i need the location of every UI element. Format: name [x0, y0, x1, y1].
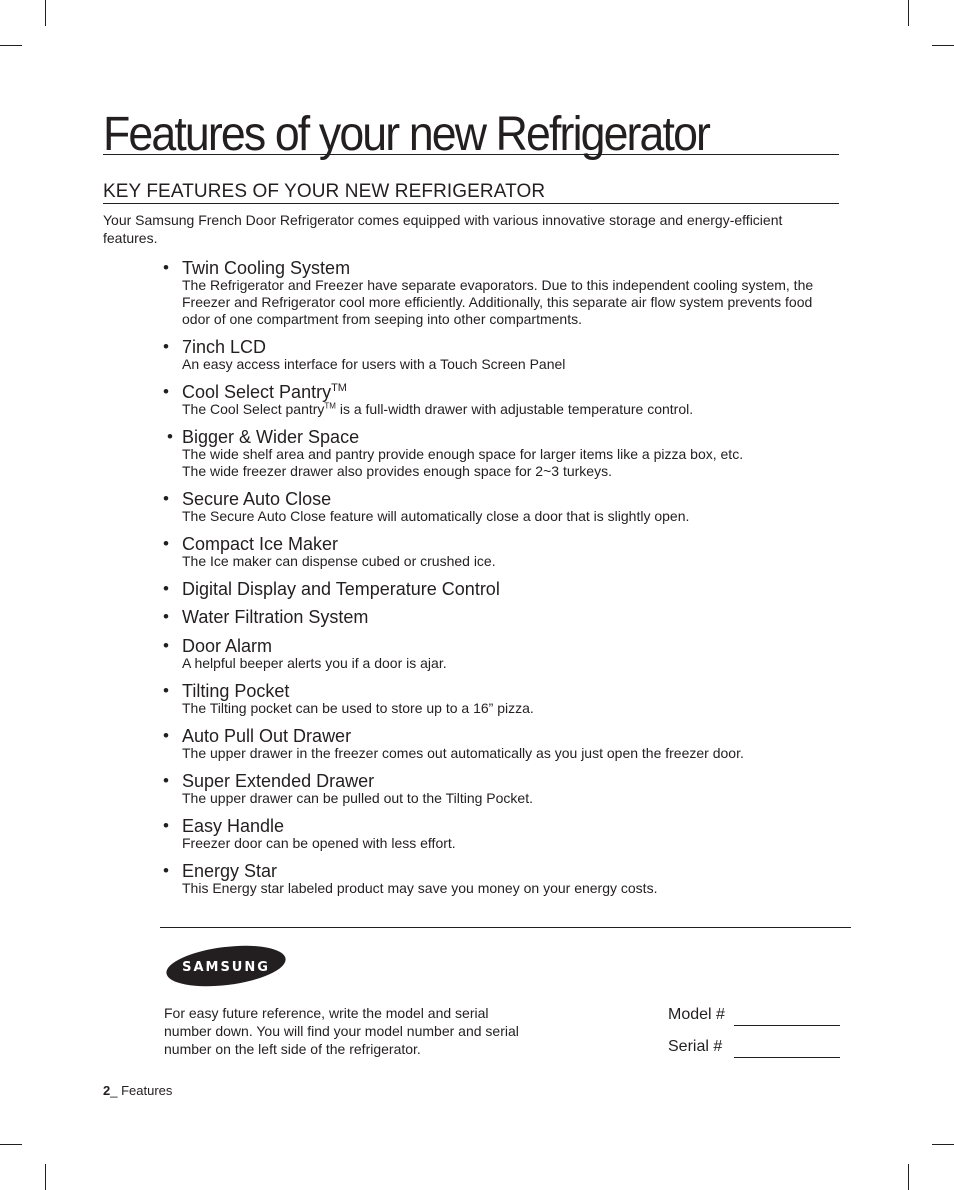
logo-text: SAMSUNG	[182, 960, 270, 975]
crop-mark	[0, 1144, 22, 1145]
crop-mark	[908, 1164, 909, 1190]
bullet: •	[163, 681, 169, 700]
feature-description: An easy access interface for users with a Touch Screen Panel	[182, 356, 566, 372]
feature-description	[182, 446, 842, 480]
feature-title: Secure Auto Close	[182, 489, 332, 509]
bullet: •	[163, 771, 169, 790]
bullet: •	[163, 258, 169, 277]
feature-title: Twin Cooling System	[182, 258, 351, 278]
feature-title: Super Extended Drawer	[182, 771, 375, 791]
crop-mark	[45, 0, 46, 26]
crop-mark	[908, 0, 909, 26]
bullet: •	[163, 816, 169, 835]
feature-description: This Energy star labeled product may save you money on your energy costs.	[182, 880, 658, 896]
bullet: •	[163, 726, 169, 745]
page-footer	[103, 1083, 172, 1099]
feature-description	[182, 401, 842, 418]
feature-title: Compact Ice Maker	[182, 534, 339, 554]
feature-description: A helpful beeper alerts you if a door is ajar.	[182, 655, 447, 671]
feature-title: Door Alarm	[182, 636, 273, 656]
feature-title-text: Cool Select Pantry	[182, 382, 332, 402]
samsung-logo	[164, 944, 288, 988]
feature-title: Easy Handle	[182, 816, 285, 836]
feature-description: The Tilting pocket can be used to store up to a 16” pizza.	[182, 700, 534, 716]
feature-title	[182, 382, 347, 402]
feature-description: The upper drawer can be pulled out to the Tilting Pocket.	[182, 790, 533, 806]
feature-description-part: is a full-width drawer with adjustable temperature control.	[335, 401, 694, 417]
feature-description-part: The Cool Select pantry	[182, 401, 325, 417]
bullet: •	[163, 861, 169, 880]
section-divider	[160, 927, 851, 928]
model-write-line	[734, 1025, 840, 1026]
feature-title: Energy Star	[182, 861, 278, 881]
reference-note: For easy future reference, write the model and serial number down. You will find your model number and serial number on the left side of the refrigerator.	[164, 1005, 519, 1057]
section-heading-text: KEY FEATURES OF YOUR NEW REFRIGERATOR	[103, 181, 546, 202]
trademark-mark: TM	[324, 401, 336, 411]
page-title-text: Features of your new Refrigerator	[103, 108, 710, 161]
crop-mark	[45, 1164, 46, 1190]
feature-title: Bigger & Wider Space	[182, 427, 360, 447]
bullet: •	[163, 382, 169, 401]
serial-write-line	[734, 1057, 840, 1058]
feature-description: The Secure Auto Close feature will automatically close a door that is slightly open.	[182, 508, 690, 524]
bullet: •	[167, 427, 173, 446]
footer-section: _ Features	[110, 1083, 173, 1098]
model-number-field	[668, 1004, 840, 1026]
bullet: •	[163, 579, 169, 598]
feature-description-line: The wide shelf area and pantry provide enough space for larger items like a pizza box, etc.	[182, 446, 744, 462]
trademark-mark: TM	[331, 382, 347, 394]
crop-mark	[0, 45, 22, 46]
feature-description: The Ice maker can dispense cubed or crushed ice.	[182, 553, 496, 569]
bullet: •	[163, 534, 169, 553]
bullet: •	[163, 337, 169, 356]
crop-mark	[932, 45, 954, 46]
page-number: 2	[103, 1083, 111, 1098]
serial-label: Serial #	[668, 1038, 723, 1055]
feature-title: Water Filtration System	[182, 607, 369, 627]
model-label: Model #	[668, 1006, 725, 1023]
intro-paragraph: Your Samsung French Door Refrigerator comes equipped with various innovative storage and energy-efficient features.	[103, 212, 783, 246]
feature-title: Digital Display and Temperature Control	[182, 579, 500, 599]
feature-description: The Refrigerator and Freezer have separate evaporators. Due to this independent cooling system, the Freezer and Refrigerator cool more efficiently. Additionally, this separate air flow system prevents food odor of one compartment from seeping into other compartments.	[182, 277, 814, 327]
serial-number-field	[668, 1036, 840, 1058]
feature-title: Tilting Pocket	[182, 681, 290, 701]
bullet: •	[163, 607, 169, 626]
feature-description: The upper drawer in the freezer comes out automatically as you just open the freezer door.	[182, 745, 744, 761]
page-title	[103, 106, 839, 161]
feature-description: Freezer door can be opened with less effort.	[182, 835, 456, 851]
crop-mark	[932, 1144, 954, 1145]
section-heading	[103, 181, 839, 204]
bullet: •	[163, 636, 169, 655]
feature-title: 7inch LCD	[182, 337, 267, 357]
feature-description-line: The wide freezer drawer also provides enough space for 2~3 turkeys.	[182, 463, 612, 479]
feature-title: Auto Pull Out Drawer	[182, 726, 352, 746]
bullet: •	[163, 489, 169, 508]
